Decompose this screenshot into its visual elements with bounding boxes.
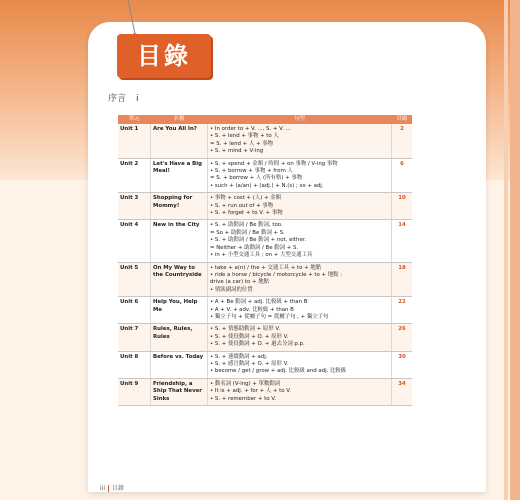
table-row[interactable] [118,324,412,351]
pattern-line: • S. + 助動詞 / Be 動詞, too. [210,222,283,229]
pattern-line: • S. + spend + 金額 / 時間 + on 事物 / V-ing 事物 [210,160,338,167]
unit-cell: Unit 2 [118,158,151,193]
unit-name-cell [151,262,208,297]
pattern-line: drive (a car) to + 地點 [210,279,269,286]
unit-name-cell [151,324,208,351]
unit-name-line: Before vs. Today [153,353,204,360]
unit-name-line: the Countryside [153,271,202,278]
contents-table [118,115,412,406]
hanging-string-icon [126,0,140,38]
header-name: 名稱 [151,115,208,124]
pattern-line: • In order to + V. ..., S. + V. ... [210,126,291,132]
pattern-line: • S. + mind + V-ing [210,148,264,155]
unit-name-cell [151,378,208,405]
unit-name-cell [151,297,208,324]
unit-cell: Unit 4 [118,220,151,262]
unit-name-line: Help You, Help [153,299,198,306]
pattern-line: = S. + borrow + 人 (所有格) + 事物 [210,175,303,182]
pattern-cell [208,262,392,297]
unit-name-line: Rules, Rules, [153,326,193,333]
pattern-cell [208,193,392,220]
unit-cell: Unit 7 [118,324,151,351]
decorative-stripe-thin [504,0,508,500]
page-number-cell[interactable]: 26 [392,324,413,351]
page-number-cell[interactable]: 18 [392,262,413,297]
unit-cell: Unit 3 [118,193,151,220]
unit-name-line: Sinks [153,395,170,402]
unit-name-line: Let's Have a Big [153,160,202,167]
pattern-line: • 獨立子句 + 從屬子句 = 從屬子句 , + 獨立子句 [210,313,329,320]
page-number-cell[interactable]: 14 [392,220,413,262]
table-row[interactable] [118,193,412,220]
pattern-line: • such + (a/an) + (adj.) + N.(s) ; so + adj. [210,182,324,189]
unit-name-line: Are You All In? [153,126,197,132]
unit-name-line: Friendship, a [153,380,193,387]
unit-name-cell [151,124,208,158]
pattern-line: = So + 助動詞 / Be 動詞 + S. [210,229,285,236]
pattern-line: • S. + 助動詞 / Be 動詞 + not, either. [210,237,307,244]
unit-cell: Unit 8 [118,351,151,378]
footer-divider [108,485,109,492]
pattern-cell [208,158,392,193]
page-number-cell[interactable]: 22 [392,297,413,324]
table-row[interactable] [118,297,412,324]
pattern-cell [208,351,392,378]
unit-name-line: Meal! [153,168,170,175]
footer-label: 目錄 [112,485,125,492]
pattern-line: • become / get / grow + adj. 比較級 and adj. 比較級 [210,368,347,375]
pattern-line: • A + V. + adv. 比較級 + than B [210,306,294,313]
pattern-line: • in + 小型交通工具 ; on + 大型交通工具 [210,252,313,259]
pattern-line: • S. + 感官動詞 + O. + 原形 V. [210,360,289,367]
page-footer [100,483,124,492]
decorative-stripe [510,0,520,500]
table-row[interactable] [118,220,412,262]
unit-name-line: Shopping for [153,195,193,202]
unit-name-line: Mommy! [153,202,180,209]
pattern-line: • take + a(n) / the + 交通工具 + to + 地點 [210,264,322,271]
unit-name-line: On My Way to [153,264,195,271]
header-pattern: 句型 [208,115,392,124]
table-row[interactable] [118,378,412,405]
pattern-line: • A + Be 動詞 + adj. 比較級 + than B [210,299,308,306]
table-header-row [118,115,412,124]
table-row[interactable] [118,158,412,193]
table-row[interactable] [118,262,412,297]
header-unit: 單元 [118,115,151,124]
pattern-line: • It is + adj. + for + 人 + to V. [210,388,291,395]
preface-entry[interactable] [108,91,139,104]
pattern-cell [208,324,392,351]
page-number-cell[interactable]: 30 [392,351,413,378]
pattern-cell [208,297,392,324]
pattern-line: • S. + 使役動詞 + O. + 原形 V. [210,333,289,340]
unit-cell: Unit 9 [118,378,151,405]
unit-name-cell [151,351,208,378]
unit-name-line: Ship That Never [153,388,202,395]
page-number-cell[interactable]: 34 [392,378,413,405]
pattern-line: • 事物 + cost + (人) + 金額 [210,195,282,202]
page-number-cell[interactable]: 10 [392,193,413,220]
unit-name-cell [151,193,208,220]
unit-name-cell [151,220,208,262]
pattern-line: = Neither + 助動詞 / Be 動詞 + S. [210,244,299,251]
pattern-line: • S. + remember + to V. [210,395,276,402]
header-page: 頁碼 [392,115,413,124]
unit-cell: Unit 5 [118,262,151,297]
pattern-line: • S. + run out of + 事物 [210,202,274,209]
pattern-line: • 情狀副詞的位置 [210,286,253,293]
pattern-cell [208,378,392,405]
unit-name-cell [151,158,208,193]
table-row[interactable] [118,124,412,158]
unit-name-line: Rules [153,333,170,340]
pattern-line: = S. + lend + 人 + 事物 [210,140,274,147]
unit-cell: Unit 1 [118,124,151,158]
unit-name-line: Me [153,306,163,313]
pattern-line: • S. + 情態助動詞 + 原形 V. [210,326,281,333]
pattern-cell [208,220,392,262]
pattern-cell [208,124,392,158]
page-number-cell[interactable]: 6 [392,158,413,193]
pattern-line: • ride a horse / bicycle / motorcycle + to + 地點 : [210,271,343,278]
pattern-line: • S. + lend + 事物 + to 人 [210,133,279,140]
page-title: 目錄 [137,42,191,70]
unit-name-line: New in the City [153,222,200,229]
preface-label: 序言 [108,94,127,104]
preface-page: i [136,94,139,104]
page-number-cell[interactable]: 2 [392,124,413,158]
table-row[interactable] [118,351,412,378]
pattern-line: • S. + 使役動詞 + O. + 過去分詞 p.p. [210,341,305,348]
footer-page-number: iii [100,485,106,492]
pattern-line: • S. + 連綴動詞 + adj. [210,353,268,360]
unit-cell: Unit 6 [118,297,151,324]
pattern-line: • S. + forget + to V. + 事物 [210,210,283,217]
pattern-line: • S. + borrow + 事物 + from 人 [210,168,293,175]
pattern-line: • 動名詞 (V-ing) + 單數動詞 [210,380,281,387]
